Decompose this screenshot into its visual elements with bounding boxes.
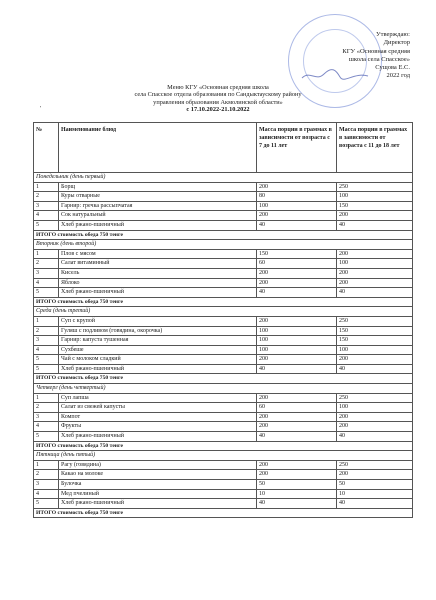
total-row (34, 374, 413, 384)
table-row (34, 345, 413, 355)
menu-body (34, 173, 413, 518)
portion-11-18: 10 (337, 489, 413, 499)
row-number: 5 (34, 288, 59, 298)
portion-11-18: 200 (337, 355, 413, 365)
approval-line: школа села Спасское» (348, 55, 410, 63)
row-number: 4 (34, 422, 59, 432)
table-row (34, 288, 413, 298)
page-mark: ' (40, 106, 42, 112)
dish-name: Хлеб ржано-пшеничный (59, 432, 257, 442)
portion-7-11: 100 (257, 201, 337, 211)
dish-name: Плов с мясом (59, 249, 257, 259)
portion-7-11: 200 (257, 470, 337, 480)
portion-11-18: 40 (337, 220, 413, 230)
portion-7-11: 10 (257, 489, 337, 499)
dish-name: Какао на молоке (59, 470, 257, 480)
day-title: Четверг (день четвертый) (34, 384, 413, 394)
dish-name: Мед пчелиный (59, 489, 257, 499)
portion-11-18: 150 (337, 201, 413, 211)
portion-7-11: 100 (257, 345, 337, 355)
dish-name: Хлеб ржано-пшеничный (59, 220, 257, 230)
row-number: 3 (34, 201, 59, 211)
approval-block (290, 31, 410, 81)
dish-name: Салат витаминный (59, 259, 257, 269)
dish-name: Гарнир: гречка рассыпчатая (59, 201, 257, 211)
row-number: 3 (34, 268, 59, 278)
row-number: 3 (34, 336, 59, 346)
portion-11-18: 100 (337, 403, 413, 413)
portion-7-11: 150 (257, 249, 337, 259)
portion-11-18: 200 (337, 249, 413, 259)
approval-line: Утверждаю: (376, 31, 410, 38)
portion-11-18: 40 (337, 432, 413, 442)
dish-name: Гуляш с подливом (говядина, окорочка) (59, 326, 257, 336)
row-number: 1 (34, 393, 59, 403)
row-number: 2 (34, 470, 59, 480)
portion-11-18: 100 (337, 192, 413, 202)
portion-7-11: 200 (257, 355, 337, 365)
row-number: 1 (34, 316, 59, 326)
title-line: с 17.10.2022-21.10.2022 (186, 106, 250, 114)
dish-name: Суп лапша (59, 393, 257, 403)
dish-name: Борщ (59, 182, 257, 192)
dish-name: Кисель (59, 268, 257, 278)
portion-7-11: 200 (257, 316, 337, 326)
dish-name: Гарнир: капуста тушенная (59, 336, 257, 346)
header-number: № (34, 123, 59, 173)
day-title-row (34, 307, 413, 317)
row-number: 2 (34, 403, 59, 413)
table-row (34, 182, 413, 192)
row-number: 1 (34, 460, 59, 470)
portion-7-11: 60 (257, 259, 337, 269)
day-total: ИТОГО стоимость обеда 750 тенге (34, 297, 413, 307)
day-title: Пятница (день пятый) (34, 451, 413, 461)
table-row (34, 192, 413, 202)
menu-title (0, 84, 436, 114)
header-dish: Наименование блюд (59, 123, 257, 173)
dish-name: Куры отварные (59, 192, 257, 202)
portion-11-18: 200 (337, 422, 413, 432)
table-row (34, 259, 413, 269)
dish-name: Рагу (говядина) (59, 460, 257, 470)
portion-7-11: 200 (257, 412, 337, 422)
table-row (34, 316, 413, 326)
header-age-11-18: Масса порции в граммах в зависимости от возраста с 11 до 18 лет (337, 123, 413, 173)
portion-11-18: 200 (337, 412, 413, 422)
approval-line: 2022 год (386, 72, 410, 80)
total-row (34, 441, 413, 451)
portion-7-11: 200 (257, 422, 337, 432)
day-title-row (34, 451, 413, 461)
dish-name: Чай с молоком сладкий (59, 355, 257, 365)
portion-7-11: 50 (257, 480, 337, 490)
portion-11-18: 150 (337, 336, 413, 346)
portion-11-18: 50 (337, 480, 413, 490)
row-number: 4 (34, 345, 59, 355)
table-row (34, 412, 413, 422)
table-row (34, 460, 413, 470)
portion-7-11: 40 (257, 220, 337, 230)
dish-name: Сухбеше (59, 345, 257, 355)
row-number: 5 (34, 499, 59, 509)
portion-7-11: 40 (257, 499, 337, 509)
portion-11-18: 100 (337, 345, 413, 355)
portion-11-18: 40 (337, 364, 413, 374)
portion-7-11: 200 (257, 268, 337, 278)
approval-line: Директор (383, 39, 410, 47)
day-title-row (34, 240, 413, 250)
dish-name: Сок натуральный (59, 211, 257, 221)
table-row (34, 364, 413, 374)
row-number: 1 (34, 249, 59, 259)
day-title-row (34, 173, 413, 183)
portion-11-18: 250 (337, 460, 413, 470)
day-total: ИТОГО стоимость обеда 750 тенге (34, 508, 413, 518)
table-row (34, 499, 413, 509)
portion-7-11: 200 (257, 460, 337, 470)
portion-7-11: 40 (257, 432, 337, 442)
table-row (34, 268, 413, 278)
portion-7-11: 200 (257, 182, 337, 192)
total-row (34, 508, 413, 518)
portion-7-11: 40 (257, 288, 337, 298)
row-number: 5 (34, 355, 59, 365)
row-number: 2 (34, 326, 59, 336)
row-number: 5 (34, 432, 59, 442)
row-number: 4 (34, 489, 59, 499)
portion-11-18: 150 (337, 326, 413, 336)
table-header-row (34, 123, 413, 173)
portion-11-18: 40 (337, 288, 413, 298)
portion-11-18: 200 (337, 470, 413, 480)
table-row (34, 422, 413, 432)
table-row (34, 403, 413, 413)
row-number: 5 (34, 364, 59, 374)
dish-name: Хлеб ржано-пшеничный (59, 499, 257, 509)
row-number: 2 (34, 259, 59, 269)
portion-11-18: 200 (337, 211, 413, 221)
portion-7-11: 200 (257, 278, 337, 288)
header-age-7-11: Масса порции в граммах в зависимости от возраста с 7 до 11 лет (257, 123, 337, 173)
title-line: Меню КГУ «Основная средняя школа (167, 84, 269, 91)
day-title: Понедельник (день первый) (34, 173, 413, 183)
portion-11-18: 250 (337, 393, 413, 403)
table-row (34, 336, 413, 346)
table-row (34, 432, 413, 442)
dish-name: Яблоко (59, 278, 257, 288)
table-row (34, 326, 413, 336)
table-row (34, 201, 413, 211)
dish-name: Хлеб ржано-пшеничный (59, 364, 257, 374)
row-number: 3 (34, 412, 59, 422)
dish-name: Хлеб ржано-пшеничный (59, 288, 257, 298)
table-row (34, 489, 413, 499)
row-number: 2 (34, 192, 59, 202)
day-total: ИТОГО стоимость обеда 750 тенге (34, 230, 413, 240)
portion-7-11: 100 (257, 336, 337, 346)
day-total: ИТОГО стоимость обеда 750 тенге (34, 441, 413, 451)
dish-name: Компот (59, 412, 257, 422)
dish-name: Фрукты (59, 422, 257, 432)
dish-name: Булочка (59, 480, 257, 490)
menu-table (33, 122, 413, 518)
title-line: управления образования Акмолинской области» (153, 98, 283, 106)
day-title: Вторник (день второй) (34, 240, 413, 250)
total-row (34, 297, 413, 307)
portion-7-11: 100 (257, 326, 337, 336)
title-line: села Спасское отдела образования по Сандыктаускому району (134, 91, 302, 99)
portion-7-11: 200 (257, 393, 337, 403)
day-title: Среда (день третий) (34, 307, 413, 317)
row-number: 4 (34, 211, 59, 221)
table-row (34, 220, 413, 230)
row-number: 3 (34, 480, 59, 490)
portion-11-18: 100 (337, 259, 413, 269)
table-row (34, 211, 413, 221)
day-total: ИТОГО стоимость обеда 750 тенге (34, 374, 413, 384)
table-row (34, 278, 413, 288)
dish-name: Суп с крупой (59, 316, 257, 326)
table-row (34, 355, 413, 365)
dish-name: Салат из свежей капусты (59, 403, 257, 413)
table-row (34, 249, 413, 259)
table-row (34, 393, 413, 403)
table-row (34, 480, 413, 490)
portion-7-11: 200 (257, 211, 337, 221)
portion-11-18: 200 (337, 278, 413, 288)
table-row (34, 470, 413, 480)
portion-11-18: 250 (337, 316, 413, 326)
approval-line: Сущова Е.С. (375, 64, 410, 72)
portion-11-18: 40 (337, 499, 413, 509)
portion-7-11: 60 (257, 403, 337, 413)
row-number: 4 (34, 278, 59, 288)
portion-7-11: 40 (257, 364, 337, 374)
portion-11-18: 200 (337, 268, 413, 278)
day-title-row (34, 384, 413, 394)
row-number: 1 (34, 182, 59, 192)
row-number: 5 (34, 220, 59, 230)
portion-11-18: 250 (337, 182, 413, 192)
total-row (34, 230, 413, 240)
portion-7-11: 80 (257, 192, 337, 202)
approval-line: КГУ «Основная средняя (342, 47, 410, 55)
